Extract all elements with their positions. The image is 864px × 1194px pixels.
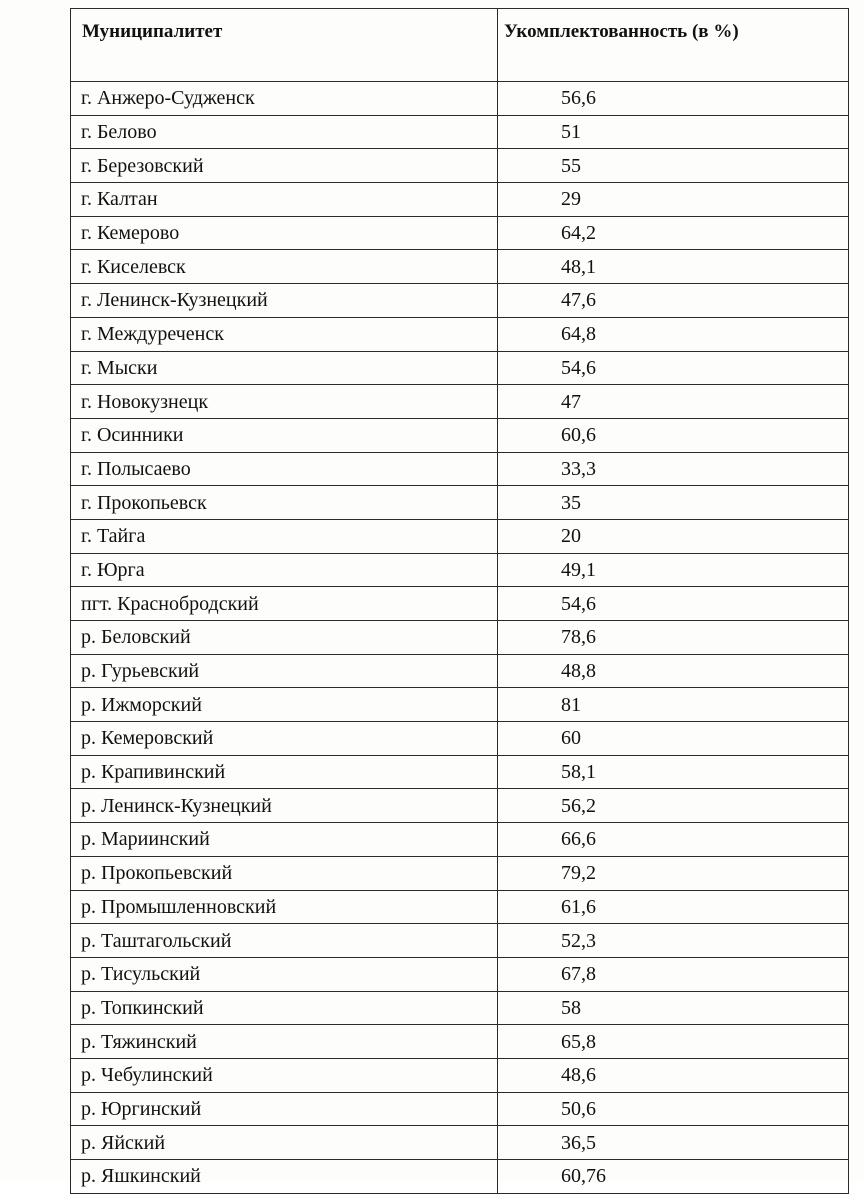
table-row xyxy=(71,621,849,655)
staffing-value-cell: 54,6 xyxy=(498,587,849,621)
table-row xyxy=(71,351,849,385)
table-row xyxy=(71,385,849,419)
municipality-cell: р. Чебулинский xyxy=(71,1058,498,1092)
table-body xyxy=(71,82,849,1194)
table-row xyxy=(71,115,849,149)
table-row xyxy=(71,991,849,1025)
table-row xyxy=(71,856,849,890)
municipality-cell: г. Мыски xyxy=(71,351,498,385)
table-row xyxy=(71,1058,849,1092)
municipality-cell: г. Ленинск-Кузнецкий xyxy=(71,284,498,318)
municipality-cell: р. Крапивинский xyxy=(71,755,498,789)
staffing-value-cell: 64,2 xyxy=(498,216,849,250)
staffing-value-cell: 51 xyxy=(498,115,849,149)
staffing-value-cell: 61,6 xyxy=(498,890,849,924)
staffing-value-cell: 50,6 xyxy=(498,1092,849,1126)
table-row xyxy=(71,1126,849,1160)
municipality-cell: г. Кемерово xyxy=(71,216,498,250)
staffing-value-cell: 47,6 xyxy=(498,284,849,318)
table-row xyxy=(71,317,849,351)
municipality-cell: р. Мариинский xyxy=(71,823,498,857)
staffing-value-cell: 60,6 xyxy=(498,418,849,452)
table-row xyxy=(71,519,849,553)
table-row xyxy=(71,688,849,722)
table-row xyxy=(71,1092,849,1126)
staffing-column-header: Укомплектованность (в %) xyxy=(498,9,849,82)
municipality-cell: г. Прокопьевск xyxy=(71,486,498,520)
staffing-value-cell: 60,76 xyxy=(498,1160,849,1194)
staffing-value-cell: 78,6 xyxy=(498,621,849,655)
table-row xyxy=(71,216,849,250)
staffing-value-cell: 81 xyxy=(498,688,849,722)
staffing-value-cell: 56,2 xyxy=(498,789,849,823)
staffing-value-cell: 20 xyxy=(498,519,849,553)
staffing-value-cell: 58 xyxy=(498,991,849,1025)
municipality-cell: г. Киселевск xyxy=(71,250,498,284)
table-row xyxy=(71,755,849,789)
table-row xyxy=(71,957,849,991)
table-header xyxy=(71,9,849,82)
municipality-cell: г. Осинники xyxy=(71,418,498,452)
staffing-value-cell: 66,6 xyxy=(498,823,849,857)
table-row xyxy=(71,486,849,520)
staffing-value-cell: 67,8 xyxy=(498,957,849,991)
table-row xyxy=(71,890,849,924)
municipality-cell: г. Белово xyxy=(71,115,498,149)
staffing-value-cell: 48,6 xyxy=(498,1058,849,1092)
table-row xyxy=(71,1160,849,1194)
staffing-value-cell: 56,6 xyxy=(498,82,849,116)
staffing-value-cell: 58,1 xyxy=(498,755,849,789)
table-row xyxy=(71,924,849,958)
municipality-cell: р. Ленинск-Кузнецкий xyxy=(71,789,498,823)
municipality-cell: р. Кемеровский xyxy=(71,722,498,756)
municipality-cell: р. Юргинский xyxy=(71,1092,498,1126)
municipality-cell: р. Таштагольский xyxy=(71,924,498,958)
municipality-cell: р. Ижморский xyxy=(71,688,498,722)
municipality-column-header: Муниципалитет xyxy=(71,9,498,82)
table-row xyxy=(71,789,849,823)
staffing-value-cell: 47 xyxy=(498,385,849,419)
staffing-value-cell: 79,2 xyxy=(498,856,849,890)
staffing-value-cell: 36,5 xyxy=(498,1126,849,1160)
municipality-cell: р. Яйский xyxy=(71,1126,498,1160)
staffing-value-cell: 33,3 xyxy=(498,452,849,486)
staffing-table xyxy=(70,8,849,1194)
municipality-cell: р. Беловский xyxy=(71,621,498,655)
table-row xyxy=(71,418,849,452)
staffing-value-cell: 52,3 xyxy=(498,924,849,958)
table-row xyxy=(71,82,849,116)
municipality-cell: р. Прокопьевский xyxy=(71,856,498,890)
table-row xyxy=(71,553,849,587)
staffing-value-cell: 48,8 xyxy=(498,654,849,688)
municipality-cell: г. Междуреченск xyxy=(71,317,498,351)
table-row xyxy=(71,1025,849,1059)
table-row xyxy=(71,722,849,756)
staffing-value-cell: 48,1 xyxy=(498,250,849,284)
table-row xyxy=(71,250,849,284)
table-row xyxy=(71,654,849,688)
municipality-cell: р. Гурьевский xyxy=(71,654,498,688)
staffing-value-cell: 55 xyxy=(498,149,849,183)
municipality-cell: г. Калтан xyxy=(71,183,498,217)
staffing-value-cell: 35 xyxy=(498,486,849,520)
table-row xyxy=(71,452,849,486)
staffing-value-cell: 54,6 xyxy=(498,351,849,385)
municipality-cell: р. Топкинский xyxy=(71,991,498,1025)
staffing-value-cell: 65,8 xyxy=(498,1025,849,1059)
municipality-cell: г. Анжеро-Судженск xyxy=(71,82,498,116)
municipality-cell: г. Юрга xyxy=(71,553,498,587)
municipality-cell: г. Березовский xyxy=(71,149,498,183)
staffing-value-cell: 64,8 xyxy=(498,317,849,351)
municipality-cell: г. Тайга xyxy=(71,519,498,553)
staffing-value-cell: 29 xyxy=(498,183,849,217)
staffing-value-cell: 49,1 xyxy=(498,553,849,587)
table-row xyxy=(71,284,849,318)
municipality-cell: г. Новокузнецк xyxy=(71,385,498,419)
municipality-cell: г. Полысаево xyxy=(71,452,498,486)
table-row xyxy=(71,587,849,621)
table-row xyxy=(71,149,849,183)
municipality-cell: р. Промышленновский xyxy=(71,890,498,924)
table-row xyxy=(71,183,849,217)
staffing-value-cell: 60 xyxy=(498,722,849,756)
municipality-cell: пгт. Краснобродский xyxy=(71,587,498,621)
municipality-cell: р. Тисульский xyxy=(71,957,498,991)
municipality-cell: р. Тяжинский xyxy=(71,1025,498,1059)
header-row xyxy=(71,9,849,82)
table-row xyxy=(71,823,849,857)
municipality-cell: р. Яшкинский xyxy=(71,1160,498,1194)
